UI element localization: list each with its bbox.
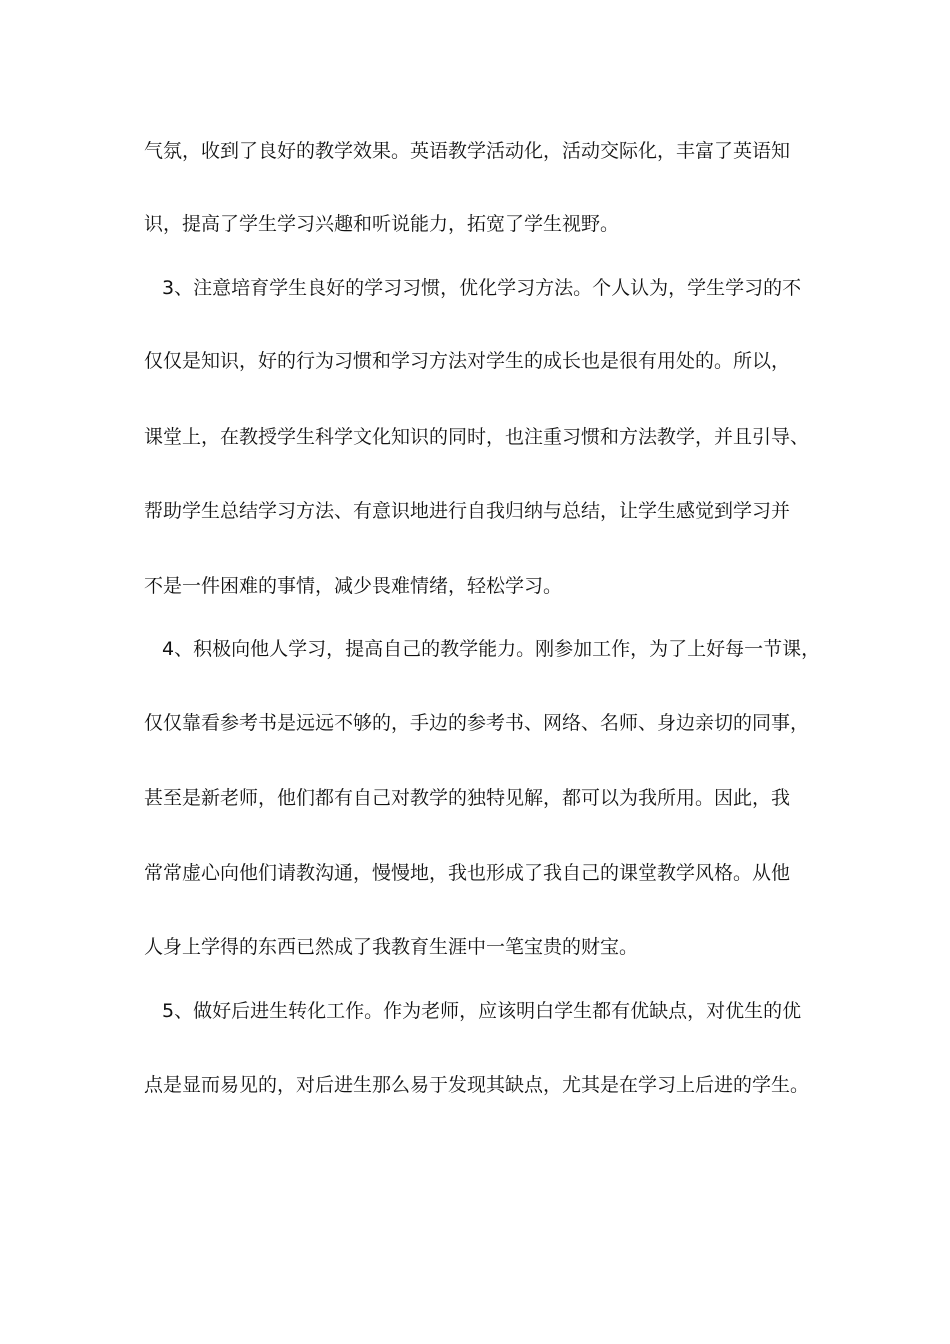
text-line: 甚至是新老师，他们都有自己对教学的独特见解，都可以为我所用。因此，我 (144, 787, 791, 809)
text-line: 常常虚心向他们请教沟通，慢慢地，我也形成了我自己的课堂教学风格。从他 (144, 862, 791, 884)
text-line: 课堂上，在教授学生科学文化知识的同时，也注重习惯和方法教学，并且引导、 (144, 426, 810, 448)
text-line: 4、积极向他人学习，提高自己的教学能力。刚参加工作，为了上好每一节课， (162, 638, 821, 660)
text-line: 气氛，收到了良好的教学效果。英语教学活动化，活动交际化，丰富了英语知 (144, 140, 791, 162)
text-line: 仅仅靠看参考书是远远不够的，手边的参考书、网络、名师、身边亲切的同事， (144, 712, 810, 734)
text-line: 仅仅是知识，好的行为习惯和学习方法对学生的成长也是很有用处的。所以， (144, 350, 791, 372)
text-line: 人身上学得的东西已然成了我教育生涯中一笔宝贵的财宝。 (144, 936, 639, 958)
text-line: 5、做好后进生转化工作。作为老师，应该明白学生都有优缺点，对优生的优 (162, 1000, 802, 1022)
text-line: 不是一件困难的事情，减少畏难情绪，轻松学习。 (144, 575, 563, 597)
text-line: 帮助学生总结学习方法、有意识地进行自我归纳与总结，让学生感觉到学习并 (144, 500, 791, 522)
text-line: 点是显而易见的，对后进生那么易于发现其缺点，尤其是在学习上后进的学生。 (144, 1074, 810, 1096)
text-line: 3、注意培育学生良好的学习习惯，优化学习方法。个人认为，学生学习的不 (162, 277, 802, 299)
text-line: 识，提高了学生学习兴趣和听说能力，拓宽了学生视野。 (144, 213, 620, 235)
